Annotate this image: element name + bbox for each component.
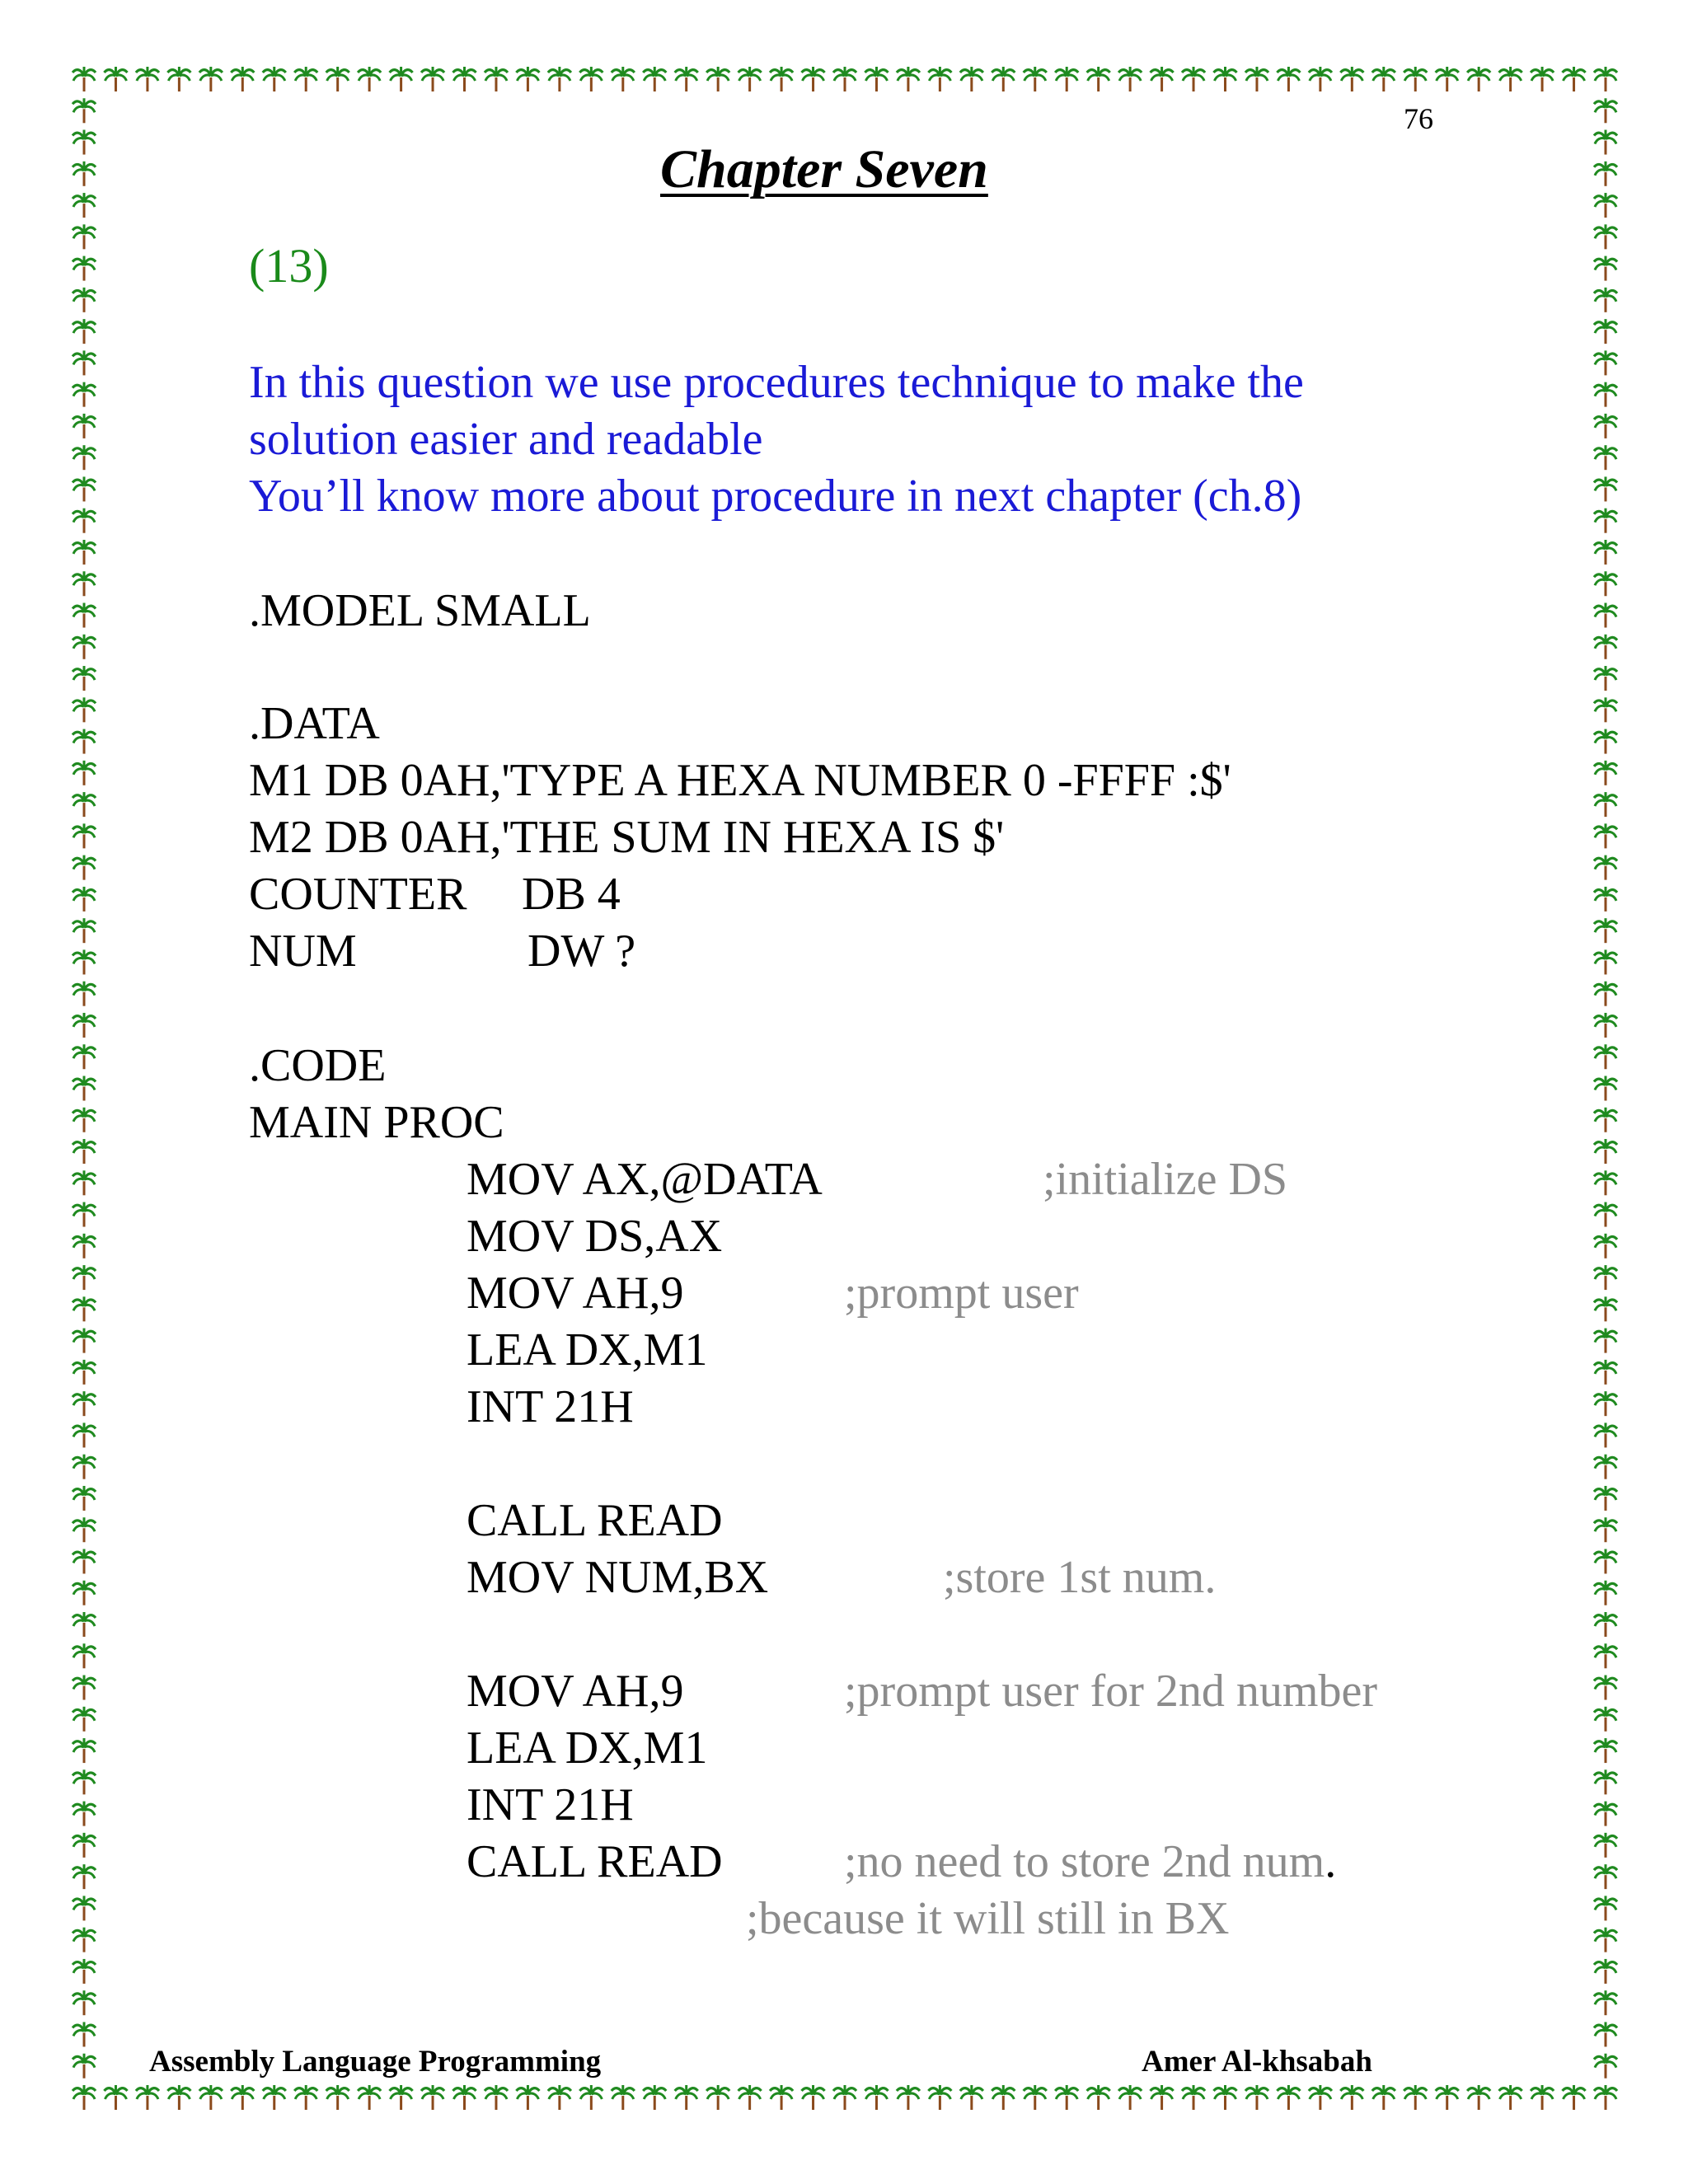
counter-declaration: DB 4	[522, 869, 621, 920]
palm-tree-icon	[73, 2022, 96, 2046]
palm-tree-icon	[865, 2085, 888, 2110]
code-directive: .CODE	[249, 1040, 387, 1091]
palm-tree-icon	[73, 1928, 96, 1952]
palm-tree-icon	[1594, 1391, 1617, 1416]
palm-tree-icon	[579, 67, 603, 91]
palm-tree-icon	[73, 1769, 96, 1794]
palm-tree-icon	[1594, 1707, 1617, 1732]
palm-tree-icon	[73, 1234, 96, 1258]
palm-border-left	[73, 98, 96, 2078]
palm-tree-icon	[1594, 635, 1617, 659]
palm-tree-icon	[1594, 224, 1617, 249]
palm-tree-icon	[1594, 2085, 1617, 2110]
palm-tree-icon	[1245, 2085, 1268, 2110]
palm-tree-icon	[73, 414, 96, 438]
palm-tree-icon	[73, 1581, 96, 1605]
palm-tree-icon	[73, 792, 96, 817]
palm-tree-icon	[1340, 2085, 1363, 2110]
palm-tree-icon	[1214, 67, 1237, 91]
palm-tree-icon	[73, 130, 96, 155]
palm-tree-icon	[453, 67, 476, 91]
palm-tree-icon	[73, 1139, 96, 1164]
palm-tree-icon	[1594, 1422, 1617, 1447]
palm-tree-icon	[73, 1612, 96, 1637]
palm-tree-icon	[1087, 2085, 1110, 2110]
palm-tree-icon	[1594, 1612, 1617, 1637]
palm-tree-icon	[1594, 666, 1617, 691]
palm-tree-icon	[1594, 1802, 1617, 1826]
palm-tree-icon	[73, 1517, 96, 1542]
palm-tree-icon	[612, 67, 635, 91]
palm-tree-icon	[73, 509, 96, 533]
palm-tree-icon	[73, 1360, 96, 1385]
instruction-line: LEA DX,M1	[467, 1324, 708, 1376]
palm-tree-icon	[1594, 918, 1617, 943]
palm-tree-icon	[1594, 1076, 1617, 1101]
instruction-line: CALL READ	[467, 1836, 723, 1887]
palm-tree-icon	[73, 162, 96, 186]
palm-tree-icon	[1594, 1990, 1617, 2015]
palm-tree-icon	[1340, 67, 1363, 91]
palm-tree-icon	[73, 571, 96, 596]
palm-tree-icon	[1594, 1517, 1617, 1542]
palm-tree-icon	[73, 949, 96, 974]
instruction-line: MOV AH,9	[467, 1268, 684, 1319]
palm-tree-icon	[73, 1044, 96, 1069]
code-comment: ;store 1st num.	[943, 1552, 1217, 1603]
palm-tree-icon	[73, 887, 96, 912]
palm-tree-icon	[73, 382, 96, 407]
palm-tree-icon	[1594, 603, 1617, 628]
palm-tree-icon	[1309, 67, 1332, 91]
code-comment: ;prompt user for 2nd number	[844, 1666, 1377, 1717]
intro-line-3: You’ll know more about procedure in next chapter (ch.8)	[249, 471, 1302, 522]
palm-tree-icon	[738, 67, 762, 91]
palm-tree-icon	[1594, 1486, 1617, 1511]
palm-tree-icon	[231, 2085, 254, 2110]
palm-tree-icon	[73, 918, 96, 943]
palm-tree-icon	[548, 67, 571, 91]
palm-tree-icon	[1594, 1170, 1617, 1195]
palm-tree-icon	[485, 2085, 508, 2110]
palm-tree-icon	[73, 1707, 96, 1732]
palm-tree-icon	[1594, 1265, 1617, 1290]
palm-border-top	[73, 67, 1617, 91]
palm-tree-icon	[928, 67, 951, 91]
palm-tree-icon	[865, 67, 888, 91]
palm-tree-icon	[1594, 1928, 1617, 1952]
palm-tree-icon	[73, 697, 96, 722]
palm-tree-icon	[73, 98, 96, 123]
palm-tree-icon	[1055, 2085, 1078, 2110]
m2-declaration: M2 DB 0AH,'THE SUM IN HEXA IS $'	[249, 812, 1005, 863]
palm-tree-icon	[1245, 67, 1268, 91]
code-comment: ;because it will still in BX	[746, 1893, 1230, 1944]
palm-tree-icon	[73, 729, 96, 754]
palm-tree-icon	[1151, 2085, 1174, 2110]
palm-tree-icon	[548, 2085, 571, 2110]
palm-tree-icon	[897, 2085, 920, 2110]
palm-tree-icon	[1118, 67, 1142, 91]
palm-tree-icon	[73, 1675, 96, 1700]
palm-tree-icon	[643, 67, 666, 91]
palm-tree-icon	[833, 67, 856, 91]
palm-tree-icon	[960, 2085, 983, 2110]
palm-tree-icon	[73, 288, 96, 312]
palm-tree-icon	[73, 1738, 96, 1763]
palm-tree-icon	[1594, 509, 1617, 533]
palm-tree-icon	[1594, 1234, 1617, 1258]
palm-tree-icon	[73, 855, 96, 880]
palm-tree-icon	[326, 2085, 349, 2110]
palm-tree-icon	[453, 2085, 476, 2110]
palm-tree-icon	[73, 1486, 96, 1511]
palm-tree-icon	[1499, 67, 1522, 91]
palm-tree-icon	[73, 1170, 96, 1195]
palm-tree-icon	[675, 67, 698, 91]
palm-tree-icon	[1594, 162, 1617, 186]
palm-tree-icon	[421, 2085, 444, 2110]
palm-tree-icon	[1594, 193, 1617, 218]
palm-tree-icon	[802, 67, 825, 91]
palm-tree-icon	[1594, 761, 1617, 785]
palm-tree-icon	[1404, 2085, 1427, 2110]
palm-tree-icon	[992, 2085, 1015, 2110]
palm-tree-icon	[263, 67, 286, 91]
palm-tree-icon	[73, 1896, 96, 1920]
palm-tree-icon	[802, 2085, 825, 2110]
palm-tree-icon	[1594, 697, 1617, 722]
palm-tree-icon	[1594, 1329, 1617, 1353]
instruction-line: MOV AH,9	[467, 1666, 684, 1717]
palm-tree-icon	[1594, 256, 1617, 281]
palm-tree-icon	[73, 1455, 96, 1479]
counter-name: COUNTER	[249, 869, 467, 920]
palm-tree-icon	[1087, 67, 1110, 91]
palm-tree-icon	[1594, 445, 1617, 470]
palm-tree-icon	[928, 2085, 951, 2110]
palm-tree-icon	[706, 67, 729, 91]
palm-tree-icon	[1594, 792, 1617, 817]
palm-tree-icon	[73, 2085, 96, 2110]
instruction-line: MOV NUM,BX	[467, 1552, 769, 1603]
palm-tree-icon	[1024, 2085, 1047, 2110]
m1-declaration: M1 DB 0AH,'TYPE A HEXA NUMBER 0 -FFFF :$'	[249, 755, 1231, 806]
intro-line-2: solution easier and readable	[249, 414, 763, 465]
palm-tree-icon	[485, 67, 508, 91]
palm-tree-icon	[516, 67, 539, 91]
palm-tree-icon	[1594, 1139, 1617, 1164]
palm-tree-icon	[326, 67, 349, 91]
instruction-line: MOV DS,AX	[467, 1211, 723, 1262]
model-directive: .MODEL SMALL	[249, 585, 591, 636]
instruction-line: CALL READ	[467, 1495, 723, 1546]
palm-tree-icon	[897, 67, 920, 91]
palm-tree-icon	[1214, 2085, 1237, 2110]
palm-tree-icon	[1499, 2085, 1522, 2110]
palm-tree-icon	[73, 67, 96, 91]
palm-tree-icon	[1594, 414, 1617, 438]
palm-tree-icon	[612, 2085, 635, 2110]
palm-tree-icon	[1055, 67, 1078, 91]
palm-tree-icon	[167, 67, 190, 91]
palm-tree-icon	[1594, 1833, 1617, 1858]
palm-tree-icon	[1531, 67, 1554, 91]
palm-tree-icon	[390, 2085, 413, 2110]
palm-tree-icon	[1594, 1769, 1617, 1794]
palm-tree-icon	[167, 2085, 190, 2110]
palm-tree-icon	[73, 1391, 96, 1416]
palm-tree-icon	[1309, 2085, 1332, 2110]
palm-tree-icon	[1594, 1013, 1617, 1038]
palm-tree-icon	[1594, 1296, 1617, 1321]
palm-tree-icon	[73, 1549, 96, 1573]
instruction-line: LEA DX,M1	[467, 1722, 708, 1774]
palm-tree-icon	[104, 2085, 127, 2110]
palm-tree-icon	[73, 540, 96, 565]
instruction-line: INT 21H	[467, 1779, 634, 1830]
palm-border-bottom	[73, 2085, 1617, 2110]
palm-tree-icon	[1277, 2085, 1300, 2110]
palm-tree-icon	[1563, 67, 1586, 91]
palm-tree-icon	[73, 2054, 96, 2079]
palm-tree-icon	[358, 67, 381, 91]
palm-tree-icon	[1594, 1455, 1617, 1479]
num-name: NUM	[249, 926, 357, 977]
palm-tree-icon	[1594, 1108, 1617, 1132]
palm-tree-icon	[706, 2085, 729, 2110]
palm-tree-icon	[1563, 2085, 1586, 2110]
palm-tree-icon	[1594, 2022, 1617, 2046]
palm-tree-icon	[1118, 2085, 1142, 2110]
palm-tree-icon	[1372, 2085, 1395, 2110]
palm-tree-icon	[1594, 540, 1617, 565]
footer-left: Assembly Language Programming	[149, 2045, 602, 2079]
palm-tree-icon	[1594, 1896, 1617, 1920]
palm-tree-icon	[73, 1013, 96, 1038]
palm-tree-icon	[263, 2085, 286, 2110]
data-directive: .DATA	[249, 698, 380, 749]
palm-tree-icon	[1372, 67, 1395, 91]
palm-tree-icon	[73, 1802, 96, 1826]
palm-tree-icon	[73, 350, 96, 375]
palm-tree-icon	[136, 2085, 159, 2110]
palm-tree-icon	[73, 1076, 96, 1101]
palm-tree-icon	[1151, 67, 1174, 91]
palm-tree-icon	[1594, 855, 1617, 880]
palm-tree-icon	[136, 67, 159, 91]
palm-tree-icon	[1594, 1643, 1617, 1668]
palm-tree-icon	[73, 1296, 96, 1321]
palm-tree-icon	[738, 2085, 762, 2110]
palm-tree-icon	[1594, 982, 1617, 1006]
palm-tree-icon	[1404, 67, 1427, 91]
palm-tree-icon	[1594, 319, 1617, 344]
num-declaration: DW ?	[528, 926, 636, 977]
palm-tree-icon	[1467, 2085, 1490, 2110]
palm-tree-icon	[1024, 67, 1047, 91]
page-number: 76	[1404, 102, 1433, 135]
palm-tree-icon	[73, 1990, 96, 2015]
palm-tree-icon	[73, 319, 96, 344]
palm-tree-icon	[294, 67, 317, 91]
palm-tree-icon	[73, 476, 96, 501]
palm-tree-icon	[73, 1265, 96, 1290]
palm-tree-icon	[1436, 2085, 1459, 2110]
palm-tree-icon	[1594, 288, 1617, 312]
palm-tree-icon	[1594, 1202, 1617, 1227]
palm-tree-icon	[73, 823, 96, 848]
palm-tree-icon	[73, 1422, 96, 1447]
palm-tree-icon	[199, 2085, 223, 2110]
palm-tree-icon	[1594, 823, 1617, 848]
palm-tree-icon	[960, 67, 983, 91]
code-comment: ;no need to store 2nd num	[844, 1836, 1325, 1887]
palm-tree-icon	[1182, 2085, 1205, 2110]
intro-line-1: In this question we use procedures technique to make the	[249, 357, 1304, 408]
palm-tree-icon	[1594, 98, 1617, 123]
palm-tree-icon	[770, 2085, 793, 2110]
palm-tree-icon	[1467, 67, 1490, 91]
palm-tree-icon	[294, 2085, 317, 2110]
palm-tree-icon	[1594, 1864, 1617, 1889]
palm-tree-icon	[73, 224, 96, 249]
palm-tree-icon	[1182, 67, 1205, 91]
palm-tree-icon	[1594, 729, 1617, 754]
instruction-line: MOV AX,@DATA	[467, 1154, 823, 1205]
main-proc: MAIN PROC	[249, 1097, 504, 1148]
palm-tree-icon	[675, 2085, 698, 2110]
palm-tree-icon	[73, 1833, 96, 1858]
palm-tree-icon	[1594, 1738, 1617, 1763]
palm-tree-icon	[1594, 949, 1617, 974]
footer-right: Amer Al-khsabah	[1142, 2045, 1372, 2079]
palm-tree-icon	[770, 67, 793, 91]
palm-tree-icon	[73, 666, 96, 691]
palm-tree-icon	[1594, 887, 1617, 912]
palm-tree-icon	[833, 2085, 856, 2110]
palm-tree-icon	[390, 67, 413, 91]
palm-tree-icon	[73, 635, 96, 659]
palm-tree-icon	[1594, 571, 1617, 596]
palm-tree-icon	[73, 1864, 96, 1889]
palm-tree-icon	[516, 2085, 539, 2110]
palm-tree-icon	[1436, 67, 1459, 91]
palm-tree-icon	[73, 193, 96, 218]
palm-tree-icon	[992, 67, 1015, 91]
palm-tree-icon	[199, 67, 223, 91]
code-comment-line	[844, 1836, 1337, 1887]
palm-tree-icon	[73, 982, 96, 1006]
palm-tree-icon	[73, 1959, 96, 1984]
palm-tree-icon	[73, 256, 96, 281]
palm-tree-icon	[421, 67, 444, 91]
code-comment: ;initialize DS	[1043, 1154, 1288, 1205]
palm-tree-icon	[73, 1202, 96, 1227]
palm-tree-icon	[358, 2085, 381, 2110]
code-comment: ;prompt user	[844, 1268, 1079, 1319]
palm-tree-icon	[1594, 476, 1617, 501]
comment-period: .	[1325, 1836, 1337, 1887]
palm-tree-icon	[73, 761, 96, 785]
palm-tree-icon	[579, 2085, 603, 2110]
palm-tree-icon	[1594, 2054, 1617, 2079]
palm-tree-icon	[1594, 350, 1617, 375]
palm-tree-icon	[1594, 382, 1617, 407]
instruction-line: INT 21H	[467, 1381, 634, 1432]
palm-tree-icon	[73, 603, 96, 628]
palm-tree-icon	[1594, 1549, 1617, 1573]
chapter-title: Chapter Seven	[660, 139, 988, 199]
question-number: (13)	[249, 239, 329, 293]
palm-tree-icon	[73, 1643, 96, 1668]
palm-tree-icon	[104, 67, 127, 91]
palm-tree-icon	[643, 2085, 666, 2110]
palm-tree-icon	[1594, 1360, 1617, 1385]
palm-border-right	[1594, 98, 1617, 2078]
palm-tree-icon	[1594, 130, 1617, 155]
palm-tree-icon	[1594, 1959, 1617, 1984]
palm-tree-icon	[1531, 2085, 1554, 2110]
palm-tree-icon	[73, 445, 96, 470]
palm-tree-icon	[1594, 1044, 1617, 1069]
palm-tree-icon	[231, 67, 254, 91]
palm-tree-icon	[1594, 67, 1617, 91]
palm-tree-icon	[73, 1108, 96, 1132]
palm-tree-icon	[73, 1329, 96, 1353]
palm-tree-icon	[1277, 67, 1300, 91]
palm-tree-icon	[1594, 1675, 1617, 1700]
palm-tree-icon	[1594, 1581, 1617, 1605]
